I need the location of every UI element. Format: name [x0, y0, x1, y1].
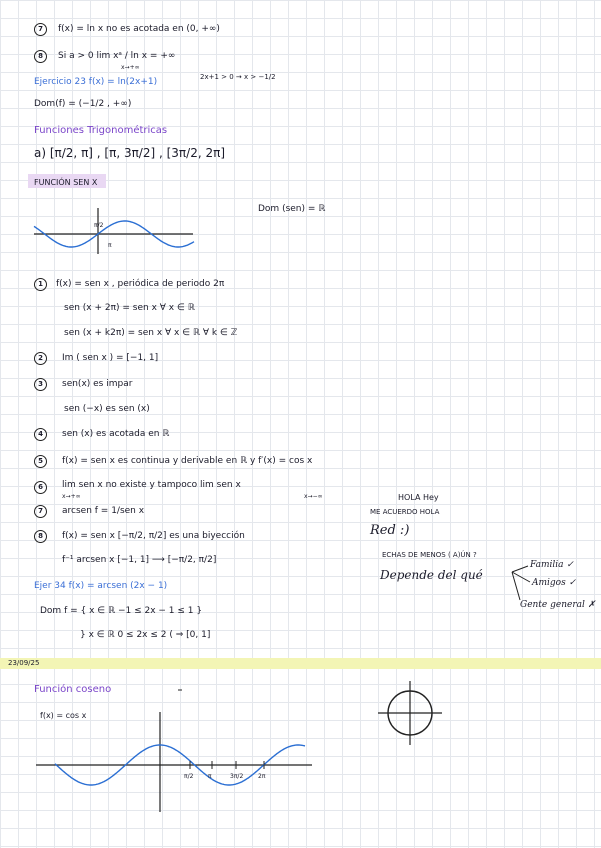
property-8a: f⁻¹ arcsen x [−1, 1] ⟶ [−π/2, π/2]: [62, 555, 217, 565]
intervals-line: a) [π/2, π] , [π, 3π/2] , [3π/2, 2π]: [34, 146, 225, 160]
dom-sen: Dom (sen) = ℝ: [258, 204, 326, 214]
exercise-23: Ejercicio 23 f(x) = ln(2x+1): [34, 77, 158, 87]
property-1b: sen (x + k2π) = sen x ∀ x ∈ ℝ ∀ k ∈ ℤ: [64, 328, 238, 338]
side-option-3: Gente general ✗: [520, 600, 596, 610]
graph1-label-pi-half: π/2: [94, 222, 104, 229]
section-title-cosine: Función coseno: [34, 684, 112, 695]
property-6-sub2: x→−∞: [304, 493, 323, 500]
section-sen-x: FUNCIÓN SEN X: [34, 178, 98, 187]
graph2-label-3pi-half: 3π/2: [230, 773, 244, 780]
property-3a: sen (−x) es sen (x): [64, 404, 150, 414]
exercise-34: Ejer 34 f(x) = arcsen (2x − 1): [34, 581, 168, 591]
exercise-34-result: } x ∈ ℝ 0 ≤ 2x ≤ 2 ( ⇒ [0, 1]: [80, 630, 211, 640]
cosine-fx: f(x) = cos x: [40, 711, 87, 720]
item-number-7b: 7: [34, 505, 47, 518]
domain-f: Dom(f) = (−1/2 , +∞): [34, 99, 132, 109]
item-number-2: 2: [34, 352, 47, 365]
item-number-1: 1: [34, 278, 47, 291]
item-number-7: 7: [34, 23, 47, 36]
lim-subscript-1: x→+∞: [121, 64, 140, 71]
property-4: sen (x) es acotada en ℝ: [62, 429, 170, 439]
side-option-1: Familia ✓: [530, 560, 574, 570]
graph2-label-pi-half: π/2: [184, 773, 194, 780]
graph2-label-pi: π: [208, 773, 212, 780]
note-line-2: Si a > 0 lim xᵃ / ln x = +∞: [58, 51, 176, 61]
graph1-label-pi: π: [108, 242, 112, 249]
date-label: 23/09/25: [8, 659, 40, 667]
property-1a: sen (x + 2π) = sen x ∀ x ∈ ℝ: [64, 303, 195, 313]
note-line-1: f(x) = ln x no es acotada en (0, +∞): [58, 24, 220, 34]
side-note-1: HOLA Hey: [398, 493, 439, 502]
property-2: Im ( sen x ) = [−1, 1]: [62, 353, 159, 363]
property-1: f(x) = sen x , periódica de periodo 2π: [56, 279, 225, 289]
item-number-6: 6: [34, 481, 47, 494]
exercise-23-note: 2x+1 > 0 → x > −1/2: [200, 73, 276, 81]
property-7: arcsen f = 1/sen x: [62, 506, 145, 516]
property-6: lim sen x no existe y tampoco lim sen x: [62, 480, 241, 490]
side-note-5: Depende del qué: [380, 568, 483, 582]
property-6-sub1: x→+∞: [62, 493, 81, 500]
section-title-trig: Funciones Trigonométricas: [34, 125, 168, 136]
item-number-4: 4: [34, 428, 47, 441]
item-number-8b: 8: [34, 530, 47, 543]
item-number-3: 3: [34, 378, 47, 391]
side-note-3: Red :): [370, 523, 410, 538]
property-3: sen(x) es impar: [62, 379, 133, 389]
exercise-34-domain: Dom f = { x ∈ ℝ −1 ≤ 2x − 1 ≤ 1 }: [40, 606, 203, 616]
property-5: f(x) = sen x es continua y derivable en ℝ y f′(x) = cos x: [62, 456, 313, 466]
side-option-2: Amigos ✓: [532, 578, 577, 588]
item-number-8: 8: [34, 50, 47, 63]
item-number-5: 5: [34, 455, 47, 468]
side-note-2: ME ACUERDO HOLA: [370, 508, 440, 516]
side-note-4: ECHAS DE MENOS ( A)ÚN ?: [382, 551, 477, 559]
property-8: f(x) = sen x [−π/2, π/2] es una biyección: [62, 531, 245, 541]
graph2-label-2pi: 2π: [258, 773, 266, 780]
